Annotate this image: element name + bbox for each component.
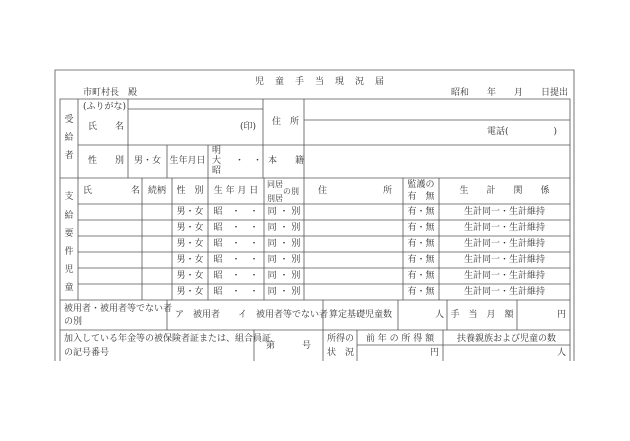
child-sex-options[interactable]: 男・女 <box>176 255 204 265</box>
form-title: 児 童 手 当 現 況 届 <box>254 77 385 87</box>
submit-date: 昭和 年 月 日提出 <box>450 88 568 98</box>
child-livelihood-options[interactable]: 生計同一・生計維持 <box>463 287 545 297</box>
child-sex-options[interactable]: 男・女 <box>176 271 204 281</box>
name-label: 氏 名 <box>88 122 125 132</box>
prev-income-label: 前 年 の 所 得 額 <box>365 334 435 344</box>
label-char: 給 <box>64 211 74 221</box>
dob-date-dots: ・ ・ <box>235 156 263 166</box>
child-custody-options[interactable]: 有・無 <box>407 271 435 281</box>
label-char: 件 <box>64 247 74 257</box>
col-address-1: 住 <box>318 186 328 196</box>
employment-label-2: の別 <box>64 317 83 327</box>
child-cohabit-options[interactable]: 同 ・ 別 <box>267 223 301 233</box>
child-dob[interactable]: 昭 ・ ・ <box>213 287 259 297</box>
addressee: 市町村長 殿 <box>83 88 138 98</box>
dependents-label: 扶養親族および児童の数 <box>456 334 556 344</box>
label-char: 童 <box>64 283 74 293</box>
domicile-label: 本 籍 <box>268 156 305 166</box>
seal-label: (印) <box>240 122 257 132</box>
era-meiji[interactable]: 明 <box>212 146 222 156</box>
child-livelihood-options[interactable]: 生計同一・生計維持 <box>463 239 545 249</box>
child-cohabit-options[interactable]: 同 ・ 別 <box>267 271 301 281</box>
col-sex: 性 別 <box>176 186 204 196</box>
monthly-allowance-unit: 円 <box>556 310 566 320</box>
recipient-address-field[interactable] <box>305 100 569 119</box>
prev-income-unit: 円 <box>429 348 439 358</box>
dependents-unit: 人 <box>556 348 566 358</box>
base-children-label: 算定基礎児童数 <box>328 310 392 320</box>
col-custody-bottom: 有 無 <box>407 192 435 202</box>
label-char: 受 <box>64 115 74 125</box>
child-cohabit-options[interactable]: 同 ・ 別 <box>267 207 301 217</box>
col-address-2: 所 <box>383 186 393 196</box>
monthly-allowance-label: 手 当 月 額 <box>450 310 514 320</box>
label-char: 児 <box>64 265 74 275</box>
child-livelihood-options[interactable]: 生計同一・生計維持 <box>463 223 545 233</box>
child-cohabit-options[interactable]: 同 ・ 別 <box>267 239 301 249</box>
col-name-2: 名 <box>131 186 141 196</box>
address-label: 住 所 <box>272 117 300 127</box>
child-dob[interactable]: 昭 ・ ・ <box>213 255 259 265</box>
col-cohabit-bottom: 別居 <box>267 194 283 203</box>
col-dob: 生 年 月 日 <box>213 186 259 196</box>
child-custody-options[interactable]: 有・無 <box>407 287 435 297</box>
child-cohabit-options[interactable]: 同 ・ 別 <box>267 255 301 265</box>
child-dob[interactable]: 昭 ・ ・ <box>213 271 259 281</box>
pension-label-1: 加入している年金等の被保険者証または、組合員証 <box>64 334 272 344</box>
child-livelihood-options[interactable]: 生計同一・生計維持 <box>463 271 545 281</box>
child-sex-options[interactable]: 男・女 <box>176 287 204 297</box>
child-sex-options[interactable]: 男・女 <box>176 223 204 233</box>
income-label-top: 所得の <box>327 334 355 344</box>
pension-number-label: 第 号 <box>265 341 311 351</box>
col-custody-top: 監護の <box>407 180 435 190</box>
child-dob[interactable]: 昭 ・ ・ <box>213 207 259 217</box>
col-name-1: 氏 <box>83 186 93 196</box>
child-custody-options[interactable]: 有・無 <box>407 255 435 265</box>
child-livelihood-options[interactable]: 生計同一・生計維持 <box>463 255 545 265</box>
employment-options[interactable]: ア 被用者 イ 被用者等でない者 <box>175 310 329 320</box>
child-sex-options[interactable]: 男・女 <box>176 207 204 217</box>
child-dob[interactable]: 昭 ・ ・ <box>213 223 259 233</box>
col-cohabit-top: 同居 <box>267 180 283 189</box>
dob-label: 生年月日 <box>169 156 206 166</box>
era-taisho[interactable]: 大 <box>212 156 222 166</box>
era-options[interactable] <box>212 146 221 176</box>
base-children-unit: 人 <box>434 310 444 320</box>
pension-label-2: の記号番号 <box>64 348 110 358</box>
domicile-field[interactable] <box>305 146 569 177</box>
furigana-label: (ふりがな) <box>83 102 127 112</box>
col-relation: 続柄 <box>147 186 166 196</box>
child-livelihood-options[interactable]: 生計同一・生計維持 <box>463 207 545 217</box>
sex-label: 性 別 <box>88 156 125 166</box>
income-label-bottom: 状 況 <box>327 348 355 358</box>
child-custody-options[interactable]: 有・無 <box>407 207 435 217</box>
col-cohabit-mid: の別 <box>283 187 299 196</box>
phone-label: 電話( ) <box>487 127 558 137</box>
label-char: 給 <box>64 133 74 143</box>
child-dob[interactable]: 昭 ・ ・ <box>213 239 259 249</box>
label-char: 要 <box>64 229 74 239</box>
child-custody-options[interactable]: 有・無 <box>407 239 435 249</box>
era-showa[interactable]: 昭 <box>212 166 222 176</box>
label-char: 者 <box>64 151 74 161</box>
col-livelihood: 生 計 関 係 <box>459 186 550 196</box>
child-cohabit-options[interactable]: 同 ・ 別 <box>267 287 301 297</box>
child-custody-options[interactable]: 有・無 <box>407 223 435 233</box>
employment-label-1: 被用者・被用者等でない者 <box>64 304 173 314</box>
label-char: 支 <box>64 192 74 202</box>
recipient-sex-options[interactable]: 男・女 <box>133 156 161 166</box>
child-sex-options[interactable]: 男・女 <box>176 239 204 249</box>
